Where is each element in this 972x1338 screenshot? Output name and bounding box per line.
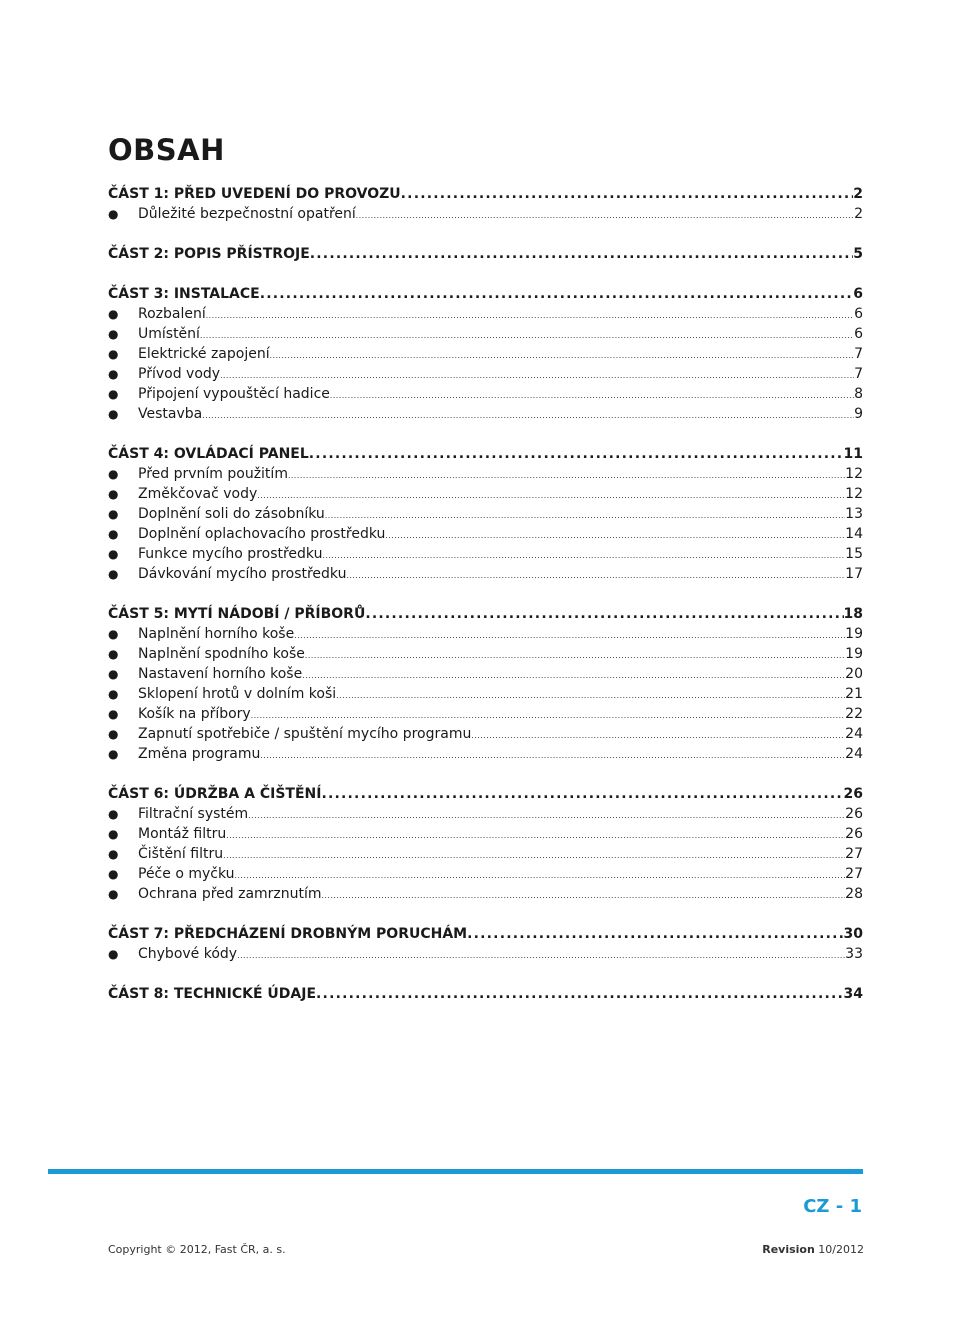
toc-section-label: ČÁST 4: OVLÁDACÍ PANEL bbox=[108, 446, 309, 462]
bullet-icon: ● bbox=[108, 627, 119, 641]
toc-subsection-label: Naplnění spodního koše bbox=[138, 646, 305, 662]
footer-divider bbox=[48, 1169, 863, 1174]
section-spacer bbox=[108, 424, 863, 444]
toc-section-page: 11 bbox=[843, 446, 863, 462]
toc-subsection-entry[interactable] bbox=[108, 624, 863, 644]
toc-section-label: ČÁST 8: TECHNICKÉ ÚDAJE bbox=[108, 986, 317, 1002]
toc-section-entry[interactable] bbox=[108, 444, 863, 464]
toc-leader-dots bbox=[202, 406, 854, 426]
section-spacer bbox=[108, 904, 863, 924]
bullet-icon: ● bbox=[108, 307, 119, 321]
bullet-icon: ● bbox=[108, 507, 119, 521]
toc-subsection-page: 9 bbox=[854, 406, 863, 422]
bullet-icon: ● bbox=[108, 887, 119, 901]
toc-leader-dots bbox=[302, 666, 845, 686]
toc-section-page: 5 bbox=[853, 246, 863, 262]
toc-leader-dots bbox=[223, 846, 845, 866]
toc-subsection-entry[interactable] bbox=[108, 664, 863, 684]
bullet-icon: ● bbox=[108, 867, 119, 881]
toc-section-label: ČÁST 7: PŘEDCHÁZENÍ DROBNÝM PORUCHÁM bbox=[108, 926, 468, 942]
toc-leader-dots bbox=[260, 746, 845, 766]
toc-subsection-page: 26 bbox=[845, 826, 863, 842]
toc-subsection-entry[interactable] bbox=[108, 204, 863, 224]
section-spacer bbox=[108, 584, 863, 604]
toc-subsection-page: 22 bbox=[845, 706, 863, 722]
bullet-icon: ● bbox=[108, 527, 119, 541]
toc-subsection-label: Doplnění oplachovacího prostředku bbox=[138, 526, 386, 542]
toc-leader-dots bbox=[257, 486, 845, 506]
toc-subsection-page: 13 bbox=[845, 506, 863, 522]
toc-subsection-page: 20 bbox=[845, 666, 863, 682]
toc-section-label: ČÁST 5: MYTÍ NÁDOBÍ / PŘÍBORŮ bbox=[108, 606, 366, 622]
toc-subsection-page: 28 bbox=[845, 886, 863, 902]
toc-subsection-label: Doplnění soli do zásobníku bbox=[138, 506, 325, 522]
bullet-icon: ● bbox=[108, 847, 119, 861]
toc-subsection-label: Košík na příbory bbox=[138, 706, 251, 722]
toc-subsection-entry[interactable] bbox=[108, 844, 863, 864]
toc-section-entry[interactable] bbox=[108, 784, 863, 804]
toc-subsection-page: 8 bbox=[854, 386, 863, 402]
page-number: CZ - 1 bbox=[803, 1196, 862, 1217]
toc-leader-dots bbox=[310, 244, 853, 264]
toc-subsection-page: 2 bbox=[854, 206, 863, 222]
toc-leader-dots bbox=[346, 566, 845, 586]
toc-leader-dots bbox=[336, 686, 845, 706]
toc-leader-dots bbox=[316, 984, 843, 1004]
toc-section-entry[interactable] bbox=[108, 244, 863, 264]
bullet-icon: ● bbox=[108, 467, 119, 481]
toc-subsection-entry[interactable] bbox=[108, 404, 863, 424]
toc-leader-dots bbox=[226, 826, 845, 846]
toc-subsection-label: Montáž filtru bbox=[138, 826, 227, 842]
bullet-icon: ● bbox=[108, 667, 119, 681]
toc-section-page: 34 bbox=[843, 986, 863, 1002]
toc-subsection-entry[interactable] bbox=[108, 704, 863, 724]
toc-section-label: ČÁST 3: INSTALACE bbox=[108, 286, 260, 302]
toc-subsection-label: Čištění filtru bbox=[138, 846, 224, 862]
toc-subsection-label: Sklopení hrotů v dolním koši bbox=[138, 686, 337, 702]
toc-leader-dots bbox=[288, 466, 845, 486]
toc-subsection-page: 19 bbox=[845, 626, 863, 642]
toc-subsection-entry[interactable] bbox=[108, 684, 863, 704]
toc-subsection-entry[interactable] bbox=[108, 864, 863, 884]
bullet-icon: ● bbox=[108, 407, 119, 421]
bullet-icon: ● bbox=[108, 207, 119, 221]
toc-leader-dots bbox=[471, 726, 845, 746]
toc-leader-dots bbox=[237, 946, 845, 966]
bullet-icon: ● bbox=[108, 807, 119, 821]
toc-leader-dots bbox=[251, 706, 845, 726]
revision-info bbox=[762, 1243, 864, 1256]
toc-leader-dots bbox=[321, 784, 843, 804]
toc-section-page: 18 bbox=[843, 606, 863, 622]
bullet-icon: ● bbox=[108, 547, 119, 561]
bullet-icon: ● bbox=[108, 327, 119, 341]
toc-leader-dots bbox=[200, 326, 854, 346]
toc-subsection-entry[interactable] bbox=[108, 344, 863, 364]
toc-subsection-entry[interactable] bbox=[108, 884, 863, 904]
toc-leader-dots bbox=[235, 866, 846, 886]
toc-section-label: ČÁST 6: ÚDRŽBA A ČIŠTĚNÍ bbox=[108, 786, 322, 802]
toc-leader-dots bbox=[325, 506, 845, 526]
toc-subsection-label: Důležité bezpečnostní opatření bbox=[138, 206, 356, 222]
toc-leader-dots bbox=[401, 184, 854, 204]
section-spacer bbox=[108, 764, 863, 784]
toc-subsection-label: Filtrační systém bbox=[138, 806, 249, 822]
toc-section-page: 6 bbox=[853, 286, 863, 302]
toc-leader-dots bbox=[260, 284, 854, 304]
toc-subsection-label: Ochrana před zamrznutím bbox=[138, 886, 322, 902]
toc-subsection-label: Dávkování mycího prostředku bbox=[138, 566, 347, 582]
toc-leader-dots bbox=[385, 526, 845, 546]
toc-leader-dots bbox=[322, 546, 845, 566]
toc-section-entry[interactable] bbox=[108, 924, 863, 944]
toc-subsection-entry[interactable] bbox=[108, 304, 863, 324]
toc-section-entry[interactable] bbox=[108, 604, 863, 624]
toc-subsection-label: Před prvním použitím bbox=[138, 466, 288, 482]
toc-subsection-label: Rozbalení bbox=[138, 306, 206, 322]
bullet-icon: ● bbox=[108, 727, 119, 741]
bullet-icon: ● bbox=[108, 367, 119, 381]
toc-subsection-page: 15 bbox=[845, 546, 863, 562]
bullet-icon: ● bbox=[108, 707, 119, 721]
toc-subsection-label: Změkčovač vody bbox=[138, 486, 258, 502]
toc-leader-dots bbox=[322, 886, 846, 906]
toc-section-label: ČÁST 1: PŘED UVEDENÍ DO PROVOZU bbox=[108, 186, 401, 202]
toc-subsection-entry[interactable] bbox=[108, 524, 863, 544]
toc-section-page: 30 bbox=[843, 926, 863, 942]
toc-subsection-page: 6 bbox=[854, 326, 863, 342]
bullet-icon: ● bbox=[108, 347, 119, 361]
toc-subsection-entry[interactable] bbox=[108, 464, 863, 484]
toc-subsection-entry[interactable] bbox=[108, 744, 863, 764]
toc-subsection-page: 27 bbox=[845, 846, 863, 862]
toc-subsection-page: 24 bbox=[845, 746, 863, 762]
toc-subsection-label: Přívod vody bbox=[138, 366, 221, 382]
toc-subsection-entry[interactable] bbox=[108, 504, 863, 524]
toc-subsection-page: 6 bbox=[854, 306, 863, 322]
toc-section-label: ČÁST 2: POPIS PŘÍSTROJE bbox=[108, 246, 310, 262]
revision-value: 10/2012 bbox=[818, 1243, 864, 1256]
bullet-icon: ● bbox=[108, 487, 119, 501]
copyright-notice: Copyright © 2012, Fast ČR, a. s. bbox=[108, 1243, 286, 1256]
toc-subsection-entry[interactable] bbox=[108, 564, 863, 584]
toc-leader-dots bbox=[467, 924, 843, 944]
bullet-icon: ● bbox=[108, 747, 119, 761]
bullet-icon: ● bbox=[108, 387, 119, 401]
toc-subsection-label: Elektrické zapojení bbox=[138, 346, 270, 362]
toc-leader-dots bbox=[294, 626, 845, 646]
toc-subsection-page: 24 bbox=[845, 726, 863, 742]
toc-leader-dots bbox=[365, 604, 843, 624]
bullet-icon: ● bbox=[108, 827, 119, 841]
toc-subsection-entry[interactable] bbox=[108, 324, 863, 344]
section-spacer bbox=[108, 264, 863, 284]
toc-leader-dots bbox=[270, 346, 854, 366]
toc-subsection-entry[interactable] bbox=[108, 944, 863, 964]
toc-section-entry[interactable] bbox=[108, 284, 863, 304]
toc-leader-dots bbox=[220, 366, 854, 386]
bullet-icon: ● bbox=[108, 947, 119, 961]
toc-subsection-entry[interactable] bbox=[108, 724, 863, 744]
toc-leader-dots bbox=[206, 306, 854, 326]
section-spacer bbox=[108, 964, 863, 984]
toc-subsection-entry[interactable] bbox=[108, 804, 863, 824]
toc-section-entry[interactable] bbox=[108, 984, 863, 1004]
page-title: OBSAH bbox=[108, 133, 225, 167]
toc-subsection-label: Umístění bbox=[138, 326, 200, 342]
toc-subsection-page: 26 bbox=[845, 806, 863, 822]
toc-subsection-entry[interactable] bbox=[108, 384, 863, 404]
toc-section-entry[interactable] bbox=[108, 184, 863, 204]
toc-subsection-entry[interactable] bbox=[108, 544, 863, 564]
toc-subsection-label: Nastavení horního koše bbox=[138, 666, 303, 682]
toc-subsection-label: Péče o myčku bbox=[138, 866, 235, 882]
revision-label: Revision bbox=[762, 1243, 815, 1256]
toc-leader-dots bbox=[356, 206, 854, 226]
toc-subsection-page: 27 bbox=[845, 866, 863, 882]
toc-subsection-page: 19 bbox=[845, 646, 863, 662]
toc-subsection-page: 7 bbox=[854, 346, 863, 362]
toc-subsection-label: Zapnutí spotřebiče / spuštění mycího programu bbox=[138, 726, 472, 742]
toc-leader-dots bbox=[330, 386, 854, 406]
table-of-contents bbox=[108, 184, 863, 1004]
toc-subsection-entry[interactable] bbox=[108, 364, 863, 384]
toc-subsection-entry[interactable] bbox=[108, 644, 863, 664]
toc-leader-dots bbox=[248, 806, 845, 826]
toc-subsection-label: Změna programu bbox=[138, 746, 261, 762]
toc-subsection-page: 12 bbox=[845, 486, 863, 502]
toc-section-page: 26 bbox=[843, 786, 863, 802]
toc-subsection-label: Funkce mycího prostředku bbox=[138, 546, 323, 562]
toc-subsection-page: 17 bbox=[845, 566, 863, 582]
toc-leader-dots bbox=[309, 444, 844, 464]
toc-section-page: 2 bbox=[853, 186, 863, 202]
toc-leader-dots bbox=[305, 646, 845, 666]
toc-subsection-label: Vestavba bbox=[138, 406, 203, 422]
toc-subsection-entry[interactable] bbox=[108, 824, 863, 844]
toc-subsection-page: 14 bbox=[845, 526, 863, 542]
bullet-icon: ● bbox=[108, 567, 119, 581]
toc-subsection-entry[interactable] bbox=[108, 484, 863, 504]
bullet-icon: ● bbox=[108, 687, 119, 701]
toc-subsection-label: Chybové kódy bbox=[138, 946, 238, 962]
toc-subsection-page: 21 bbox=[845, 686, 863, 702]
toc-subsection-page: 33 bbox=[845, 946, 863, 962]
toc-subsection-label: Připojení vypouštěcí hadice bbox=[138, 386, 330, 402]
toc-subsection-page: 7 bbox=[854, 366, 863, 382]
bullet-icon: ● bbox=[108, 647, 119, 661]
toc-subsection-label: Naplnění horního koše bbox=[138, 626, 295, 642]
section-spacer bbox=[108, 224, 863, 244]
toc-subsection-page: 12 bbox=[845, 466, 863, 482]
